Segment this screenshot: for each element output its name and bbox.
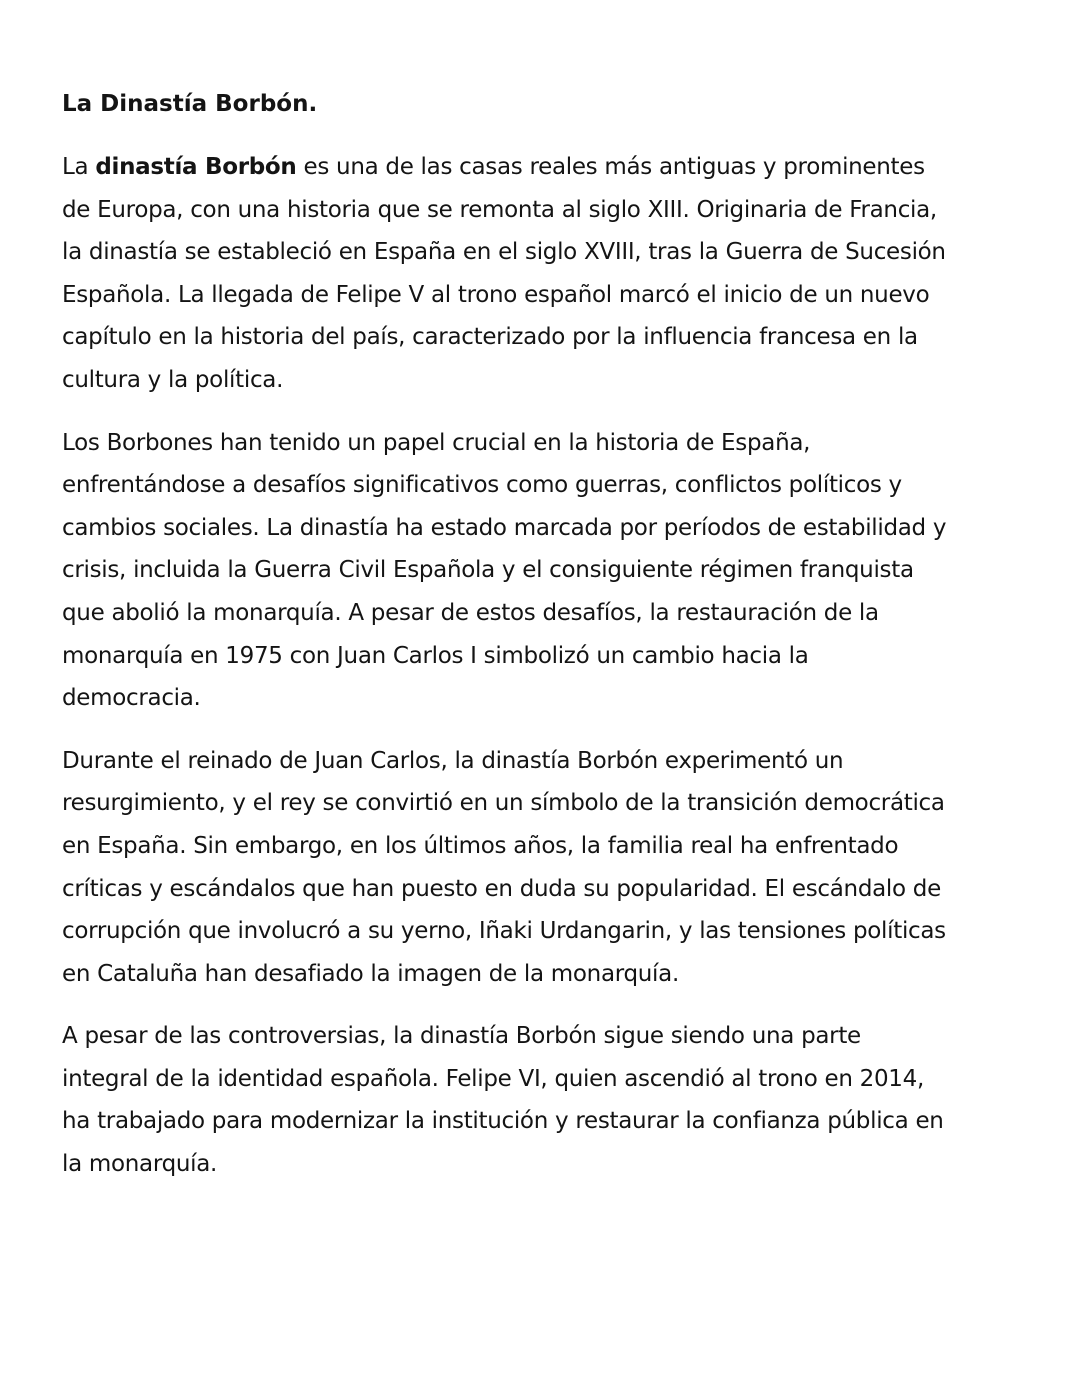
intro-bold-term: dinastía Borbón <box>95 154 297 180</box>
intro-rest: es una de las casas reales más antiguas y prominentes de Europa, con una historia que se remonta al siglo XIII. Originaria de Francia, la dinastía se estableció en España en el siglo XVIII, tras la Guerra de Sucesión Española. La llegada de Felipe V al trono español marcó el inicio de un nuevo capítulo en la historia del país, caracterizado por la influencia francesa en la cultura y la política. <box>62 154 946 393</box>
intro-paragraph <box>62 146 947 402</box>
document-title: La Dinastía Borbón. <box>62 91 318 117</box>
paragraph-felipe-vi: A pesar de las controversias, la dinastía Borbón sigue siendo una parte integral de la identidad española. Felipe VI, quien ascendió al trono en 2014, ha trabajado para modernizar la institución y restaurar la confianza pública en la monarquía. <box>62 1023 944 1178</box>
document-body <box>62 82 947 1206</box>
paragraph-history: Los Borbones han tenido un papel crucial en la historia de España, enfrentándose a desafíos significativos como guerras, conflictos políticos y cambios sociales. La dinastía ha estado marcada por períodos de estabilidad y crisis, incluida la Guerra Civil Española y el consiguiente régimen franquista que abolió la monarquía. A pesar de estos desafíos, la restauración de la monarquía en 1975 con Juan Carlos I simbolizó un cambio hacia la democracia. <box>62 429 947 712</box>
intro-prefix: La <box>62 154 96 180</box>
paragraph-juan-carlos: Durante el reinado de Juan Carlos, la dinastía Borbón experimentó un resurgimiento, y el rey se convirtió en un símbolo de la transición democrática en España. Sin embargo, en los últimos años, la familia real ha enfrentado críticas y escándalos que han puesto en duda su popularidad. El escándalo de corrupción que involucró a su yerno, Iñaki Urdangarin, y las tensiones políticas en Cataluña han desafiado la imagen de la monarquía. <box>62 747 946 987</box>
